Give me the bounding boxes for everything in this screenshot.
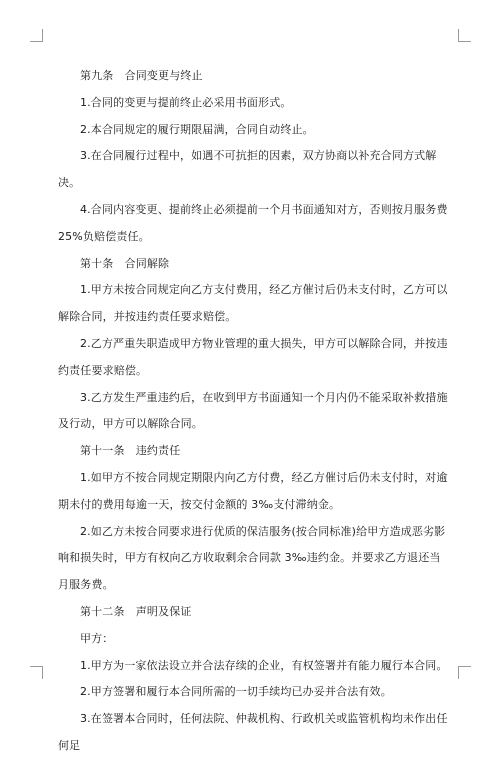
paragraph: 3.在合同履行过程中，如遇不可抗拒的因素，双方协商以补充合同方式解决。 xyxy=(58,149,437,190)
paragraph: 1.合同的变更与提前终止必采用书面形式。 xyxy=(80,95,292,109)
crop-mark-bottom-left xyxy=(30,666,43,679)
paragraph: 甲方： xyxy=(80,631,114,645)
crop-mark-top-right xyxy=(458,29,471,42)
paragraph: 2.如乙方未按合同要求进行优质的保洁服务(按合同标准)给甲方造成恶劣影响和损失时，甲方有权向乙方收取剩余合同款 3‰违约金。并要求乙方退还当月服务费。 xyxy=(58,524,446,592)
section-heading-11: 第十一条 违约责任 xyxy=(80,444,181,458)
paragraph: 1.甲方为一家依法设立并合法存续的企业，有权签署并有能力履行本合同。 xyxy=(80,658,448,672)
paragraph: 2.甲方签署和履行本合同所需的一切手续均已办妥并合法有效。 xyxy=(80,685,392,699)
section-heading-9: 第九条 合同变更与终止 xyxy=(80,69,203,82)
paragraph: 4.合同内容变更、提前终止必须提前一个月书面通知对方，否则按月服务费 25%负赔偿责任。 xyxy=(58,202,448,243)
crop-mark-top-left xyxy=(30,29,43,42)
paragraph: 3.乙方发生严重违约后，在收到甲方书面通知一个月内仍不能采取补救措施及行动，甲方可以解除合同。 xyxy=(58,390,448,431)
paragraph: 3.在签署本合同时，任何法院、仲裁机构、行政机关或监管机构均未作出任何足 xyxy=(58,712,448,752)
section-heading-10: 第十条 合同解除 xyxy=(80,256,170,270)
paragraph: 1.如甲方不按合同规定期限内向乙方付费，经乙方催讨后仍未支付时，对逾期未付的费用每逾一天，按交付金额的 3‰支付滞纳金。 xyxy=(58,470,448,511)
paragraph: 1.甲方未按合同规定向乙方支付费用，经乙方催讨后仍未支付时，乙方可以解除合同，并按违约责任要求赔偿。 xyxy=(58,283,448,324)
paragraph: 2.乙方严重失职造成甲方物业管理的重大损失，甲方可以解除合同，并按违约责任要求赔偿。 xyxy=(58,336,448,377)
crop-mark-bottom-right xyxy=(458,666,471,679)
paragraph: 2.本合同规定的履行期限届满，合同自动终止。 xyxy=(80,122,314,136)
section-heading-12: 第十二条 声明及保证 xyxy=(80,604,192,618)
document-body xyxy=(58,63,450,760)
